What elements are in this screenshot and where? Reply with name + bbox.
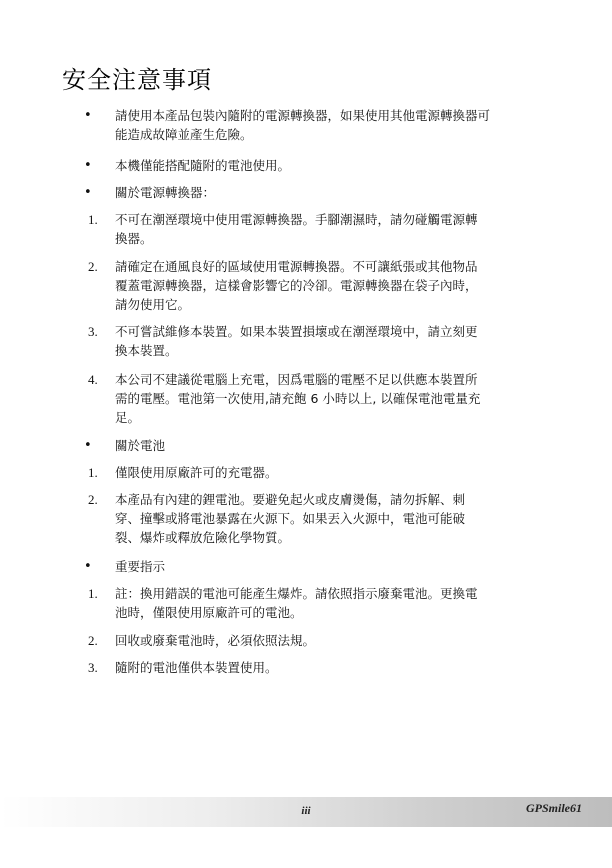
text-line: 本產品有內建的鋰電池。要避免起火或皮膚燙傷，請勿拆解、刺 — [115, 492, 466, 507]
text-line: 請勿使用它。 — [115, 297, 191, 312]
text-line: 能造成故障並產生危險。 — [115, 127, 253, 142]
item-number: 4. — [88, 372, 98, 387]
text-line: 本機僅能搭配隨附的電池使用。 — [115, 158, 291, 173]
item-text — [115, 156, 545, 175]
text-line: 不可嘗試維修本裝置。如果本裝置損壞或在潮溼環境中，請立刻更 — [115, 324, 478, 339]
item-text — [115, 631, 547, 650]
item-number: 1. — [88, 586, 98, 601]
text-line: 請確定在通風良好的區域使用電源轉換器。不可讓紙張或其他物品 — [115, 259, 478, 274]
text-line: 隨附的電池僅供本裝置使用。 — [115, 660, 278, 675]
text-line: 本公司不建議從電腦上充電，因爲電腦的電壓不足以供應本裝置所 — [115, 372, 478, 387]
item-text — [115, 557, 545, 576]
bullet-marker: • — [84, 158, 92, 173]
item-text — [115, 106, 545, 144]
item-text — [115, 183, 545, 202]
item-text — [115, 322, 547, 360]
text-line: 需的電壓。電池第一次使用,請充飽 6 小時以上, 以確保電池電量充 — [115, 391, 481, 406]
item-text — [115, 463, 547, 482]
item-text — [115, 490, 547, 547]
item-number: 3. — [88, 324, 98, 339]
text-line: 關於電池 — [115, 438, 166, 453]
item-number: 2. — [88, 259, 98, 274]
bullet-marker: • — [84, 108, 92, 123]
item-text — [115, 257, 547, 314]
text-line: 僅限使用原廠許可的充電器。 — [115, 465, 278, 480]
page-title: 安全注意事項 — [62, 66, 212, 94]
text-line: 關於電源轉換器： — [115, 185, 216, 200]
text-line: 請使用本產品包裝內隨附的電源轉換器，如果使用其他電源轉換器可 — [115, 108, 491, 123]
text-line: 池時，僅限使用原廠許可的電池。 — [115, 605, 303, 620]
bullet-marker: • — [84, 185, 92, 200]
item-number: 2. — [88, 633, 98, 648]
text-line: 換本裝置。 — [115, 343, 178, 358]
item-number: 1. — [88, 212, 98, 227]
bullet-marker: • — [84, 438, 92, 453]
text-line: 裂、爆炸或釋放危險化學物質。 — [115, 530, 291, 545]
bullet-marker: • — [84, 559, 92, 574]
item-text — [115, 436, 545, 455]
text-line: 穿、撞擊或將電池暴露在火源下。如果丟入火源中，電池可能破 — [115, 511, 466, 526]
item-text — [115, 210, 547, 248]
text-line: 足。 — [115, 410, 141, 425]
text-line: 註：換用錯誤的電池可能產生爆炸。請依照指示廢棄電池。更換電 — [115, 586, 478, 601]
product-name: GPSmile61 — [526, 801, 582, 815]
item-number: 3. — [88, 660, 98, 675]
text-line: 不可在潮溼環境中使用電源轉換器。手腳潮濕時，請勿碰觸電源轉 — [115, 212, 478, 227]
item-text — [115, 370, 547, 427]
text-line: 覆蓋電源轉換器，這樣會影響它的冷卻。電源轉換器在袋子內時， — [115, 278, 478, 293]
item-number: 1. — [88, 465, 98, 480]
item-text — [115, 658, 547, 677]
text-line: 換器。 — [115, 231, 153, 246]
item-number: 2. — [88, 492, 98, 507]
text-line: 回收或廢棄電池時，必須依照法規。 — [115, 633, 316, 648]
item-text — [115, 584, 547, 622]
text-line: 重要指示 — [115, 559, 166, 574]
page-number: iii — [301, 805, 311, 817]
